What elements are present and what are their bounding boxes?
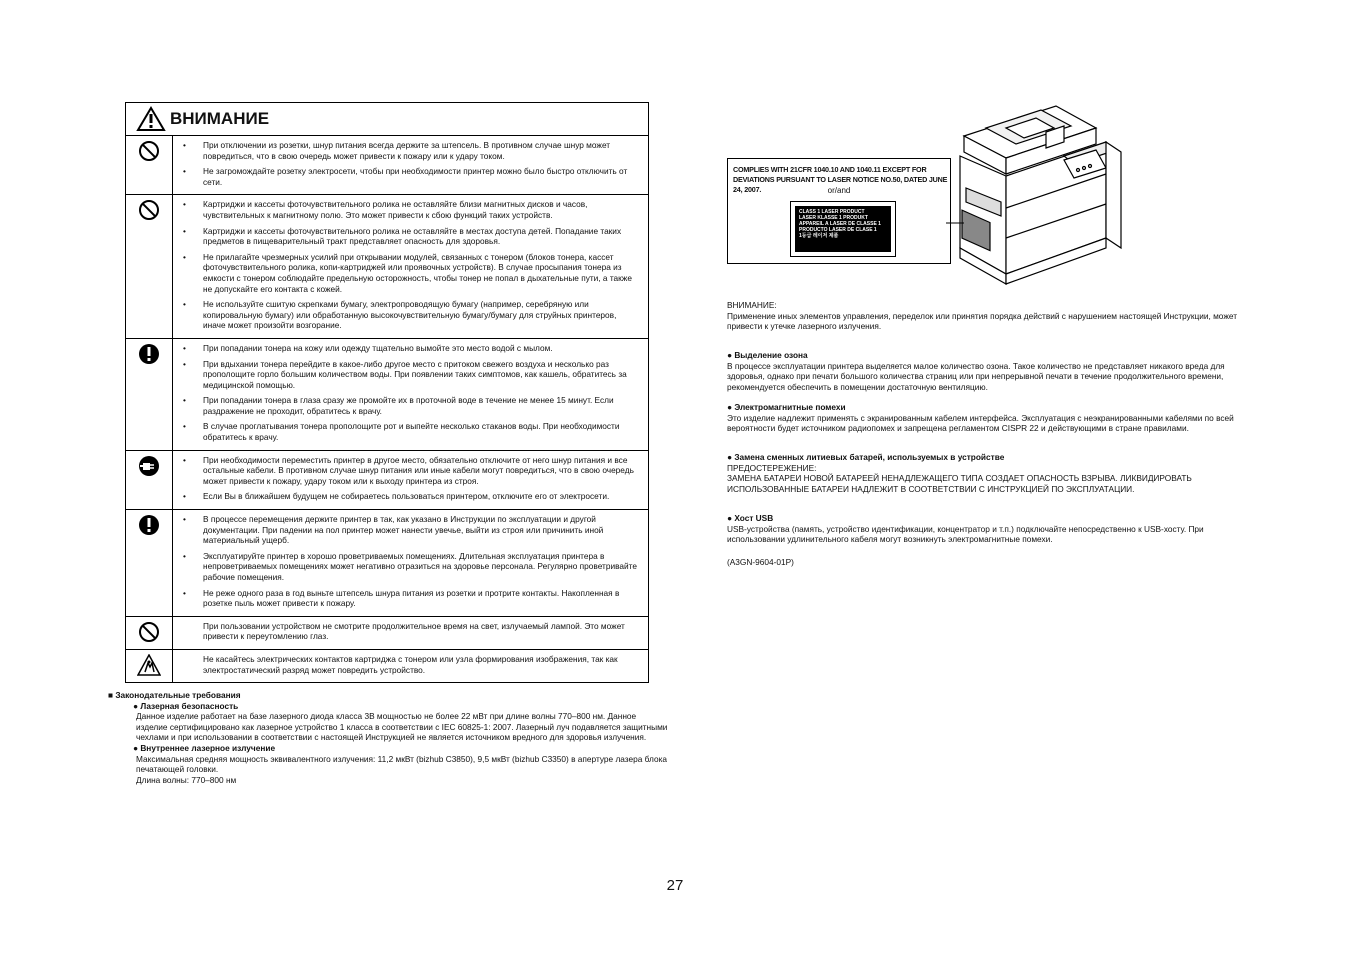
internal-laser-text: Максимальная средняя мощность эквивалентного излучения: 11,2 мкВт (bizhub C3850), 9,5 мкВт (bizhub C3350) в апертуре лазера блока печатающей головки.: [136, 753, 668, 775]
caution-item: • При попадании тонера на кожу или одежду тщательно вымойте это место водой с мылом.: [173, 343, 640, 354]
caution-item: • Картриджи и кассеты фоточувствительного ролика не оставляйте близи магнитных дисков и часов, чувствительных к магнитному полю. Это может привести к сбою функций таких устройств.: [173, 199, 640, 220]
emi-title: ● Электромагнитные помехи: [727, 402, 846, 412]
caution-item: • Не используйте сшитую скрепками бумагу, электропроводящую бумагу (например, серебряную или копировальную бумагу) или обработанную высокочувствительную бумагу/бумагу для струйных принтеров, иначе может произойти возгорание.: [173, 299, 640, 331]
caution-item: • Если Вы в ближайшем будущем не собираетесь пользоваться принтером, отключите его от электросети.: [173, 491, 640, 502]
warning-block: [727, 300, 1242, 332]
caution-item: • При попадании тонера в глаза сразу же промойте их в проточной воде в течение не менее 15 минут. Если раздражение не проходит, обратитесь к врачу.: [173, 395, 640, 416]
label-inner-line: APPAREIL A LASER DE CLASSE 1: [799, 221, 881, 227]
emi-block: [727, 402, 1242, 434]
label-line2: DEVIATIONS PURSUANT TO LASER NOTICE NO.50, DATED JUNE 24, 2007.: [733, 175, 948, 194]
caution-item: • В процессе перемещения держите принтер в так, как указано в Инструкции по эксплуатации и другой документации. При падении на пол принтер может нанести увечье, выйти из строя или причинить иной материальный ущерб.: [173, 514, 640, 546]
caution-item: • При вдыхании тонера перейдите в какое-либо другое место с притоком свежего воздуха и несколько раз прополощите горло большим количеством воды. При появлении таких симптомов, как кашель, обратитесь за медицинской помощью.: [173, 359, 640, 391]
caution-items: [173, 136, 648, 194]
ozone-title: ● Выделение озона: [727, 350, 808, 360]
warning-text: Применение иных элементов управления, переделок или принятия порядка действий с нарушением настоящей Инструкции, может привести к утечке лазерного излучения.: [727, 310, 1238, 332]
caution-row: [126, 451, 648, 510]
warning-triangle-icon: [136, 106, 166, 132]
caution-item: • При необходимости переместить принтер в другое место, обязательно отключите от него шнур питания и все остальные кабели. В противном случае шнур питания или иные кабели могут повредиться, что в свою очередь может привести к пожару, удару током или к выходу принтера из строя.: [173, 455, 640, 487]
battery-text: ЗАМЕНА БАТАРЕИ НОВОЙ БАТАРЕЕЙ НЕНАДЛЕЖАЩЕГО ТИПА СОЗДАЕТ ОПАСНОСТЬ ВЗРЫВА. ЛИКВИДИРОВАТЬ ИСПОЛЬЗОВАННЫЕ БАТАРЕИ НАДЛЕЖИТ В СООТВЕТСТВИИ С ИНСТРУКЦИЕЙ ПО ЭКСПЛУАТАЦИИ.: [727, 473, 1192, 494]
label-inner-line: CLASS 1 LASER PRODUCT: [799, 209, 865, 215]
label-inner-line: 1등급 레이저 제품: [799, 233, 839, 239]
battery-block: [727, 452, 1242, 494]
caution-item: • В случае проглатывания тонера прополощите рот и выпейте несколько стаканов воды. При необходимости обратитесь к врачу.: [173, 421, 640, 442]
label-or: or/and: [827, 186, 851, 195]
label-class1-box: [790, 201, 896, 257]
printer-illustration: [946, 98, 1146, 290]
emi-text: Это изделие надлежит применять с экранированным кабелем интерфейса. Эксплуатация с неэкранированными кабелями по всей вероятности будет источником радиопомех и запрещена регламентом CISPR 22 и действующими в стране правилами.: [727, 412, 1234, 434]
caution-items: [173, 339, 648, 450]
legal-section: [108, 690, 668, 785]
internal-laser-title: ● Внутреннее лазерное излучение: [133, 742, 276, 753]
page-number: 27: [666, 877, 684, 894]
usb-block: [727, 513, 1242, 545]
caution-item: При пользовании устройством не смотрите продолжительное время на свет, излучаемый лампой. Это может привести к переутомлению глаз.: [203, 620, 625, 642]
unplug-icon: [126, 451, 173, 509]
prohibition-icon: [126, 617, 173, 649]
prohibition-icon: [126, 195, 173, 338]
caution-item: • При отключении из розетки, шнур питания всегда держите за штепсель. В противном случае шнур может повредиться, что в свою очередь может привести к пожару или к удару током.: [173, 140, 640, 161]
caution-items: [173, 195, 648, 338]
caution-items: [173, 617, 648, 649]
ozone-text: В процессе эксплуатации принтера выделяется малое количество озона. Такое количество не представляет никакого вреда для здоровья, однако при печати большого количества страниц или при непрерывной печати в течение продолжительного времени, рекомендуется обеспечить в помещении достаточную вентиляцию.: [727, 360, 1225, 392]
caution-header: [126, 103, 648, 136]
caution-row: [126, 339, 648, 451]
electrostatic-icon: [126, 650, 173, 682]
battery-title: ● Замена сменных литиевых батарей, используемых в устройстве: [727, 452, 1005, 462]
legal-heading: ■ Законодательные требования: [108, 690, 241, 700]
caution-item: • Картриджи и кассеты фоточувствительного ролика не оставляйте в местах доступа детей. Попадание таких предметов в пищеварительный тракт представляет опасность для здоровья.: [173, 226, 640, 247]
laser-safety-text: Данное изделие работает на базе лазерного диода класса 3B мощностью не более 22 мВт при длине волны 770–800 нм. Данное изделие сертифицировано как лазерное устройство 1 класса в соответствии с IEC 60825-1: 2007. Лазерный луч подавляется защитными чехлами и при использовании в соответствии с настоящей Инструкцией не является источником вредного для здоровья излучения.: [136, 711, 668, 743]
caution-row: [126, 195, 648, 339]
caution-items: [173, 451, 648, 509]
ozone-block: [727, 350, 1242, 392]
caution-row: [126, 617, 648, 650]
caution-item: • Не загромождайте розетку электросети, чтобы при необходимости принтер можно было быстро отключить от сети.: [173, 166, 640, 187]
caution-title: ВНИМАНИЕ: [170, 109, 270, 128]
warning-title: ВНИМАНИЕ:: [727, 300, 777, 310]
caution-row: [126, 510, 648, 617]
usb-title: ● Хост USB: [727, 513, 774, 523]
prohibition-icon: [126, 136, 173, 194]
caution-item: • Не реже одного раза в год выньте штепсель шнура питания из розетки и протрите контакты. Накопленная в розетке пыль может привести к пожару.: [173, 588, 640, 609]
caution-items: [173, 510, 648, 616]
label-inner-line: PRODUCTO LASER DE CLASE 1: [799, 227, 877, 233]
label-inner-line: LASER KLASSE 1 PRODUKT: [799, 215, 868, 221]
label-line1: COMPLIES WITH 21CFR 1040.10 AND 1040.11 EXCEPT FOR: [733, 165, 927, 174]
laser-safety-title: ● Лазерная безопасность: [133, 700, 239, 711]
caution-item: Не касайтесь электрических контактов картриджа с тонером или узла формирования изображения, так как электростатический разряд может повредить устройство.: [203, 653, 618, 675]
usb-text: USB-устройства (память, устройство идентификации, концентратор и т.п.) подключайте непосредственно к USB-хосту. При использовании удлинительного кабеля могут возникнуть электромагнитные помехи.: [727, 523, 1204, 545]
mandatory-action-icon: [126, 339, 173, 450]
caution-row: [126, 650, 648, 682]
laser-label: [727, 158, 951, 264]
caution-table: [125, 102, 649, 683]
battery-subtitle: ПРЕДОСТЕРЕЖЕНИЕ:: [727, 462, 817, 473]
wavelength-text: Длина волны: 770–800 нм: [136, 774, 237, 785]
mandatory-action-icon: [126, 510, 173, 616]
caution-item: • Не прилагайте чрезмерных усилий при открывании модулей, связанных с тонером (блоков тонера, кассет фоточувствительного ролика, копи-картриджей или проявочных устройств). В случае просыпания тонера из емкости с тонером соблюдайте предельную осторожность, чтобы тонер не попал в дыхательные пути, а также не допускайте его контакта с кожей.: [173, 252, 640, 294]
doc-code: (A3GN-9604-01P): [727, 557, 794, 567]
caution-items: [173, 650, 648, 682]
caution-row: [126, 136, 648, 195]
caution-item: • Эксплуатируйте принтер в хорошо проветриваемых помещениях. Длительная эксплуатация принтера в непроветриваемых помещениях может негативно отразиться на здоровье персонала. Регулярно проветривайте рабочие помещения.: [173, 551, 640, 583]
